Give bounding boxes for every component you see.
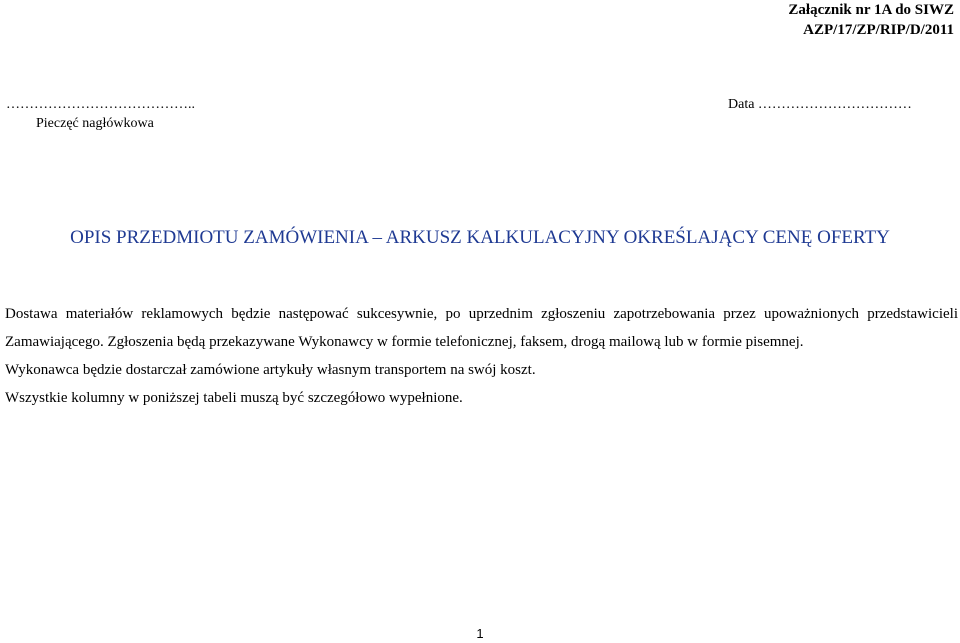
- stamp-dots: …………………………………..: [6, 97, 195, 112]
- attachment-label: Załącznik nr 1A do SIWZ: [788, 2, 954, 18]
- stamp-label: Pieczęć nagłówkowa: [36, 116, 154, 131]
- reference-number: AZP/17/ZP/RIP/D/2011: [803, 22, 954, 38]
- document-header: [788, 0, 954, 40]
- paragraph-transport: Wykonawca będzie dostarczał zamówione artykuły własnym transportem na swój koszt.: [5, 362, 536, 378]
- page-number: 1: [476, 626, 484, 641]
- paragraph-delivery: Dostawa materiałów reklamowych będzie następować sukcesywnie, po uprzednim zgłoszeniu zapotrzebowania przez upoważnionych przedstawicieli Zamawiającego. Zgłoszenia będą przekazywane Wykonawcy w formie telefonicznej, faksem, drogą mailową lub w formie pisemnej.: [5, 306, 958, 350]
- page-title: OPIS PRZEDMIOTU ZAMÓWIENIA – ARKUSZ KALKULACYJNY OKREŚLAJĄCY CENĘ OFERTY: [70, 227, 890, 248]
- date-field: Data ……………………………: [728, 97, 912, 112]
- description-body: [5, 300, 958, 412]
- paragraph-columns: Wszystkie kolumny w poniższej tabeli muszą być szczegółowo wypełnione.: [5, 390, 463, 406]
